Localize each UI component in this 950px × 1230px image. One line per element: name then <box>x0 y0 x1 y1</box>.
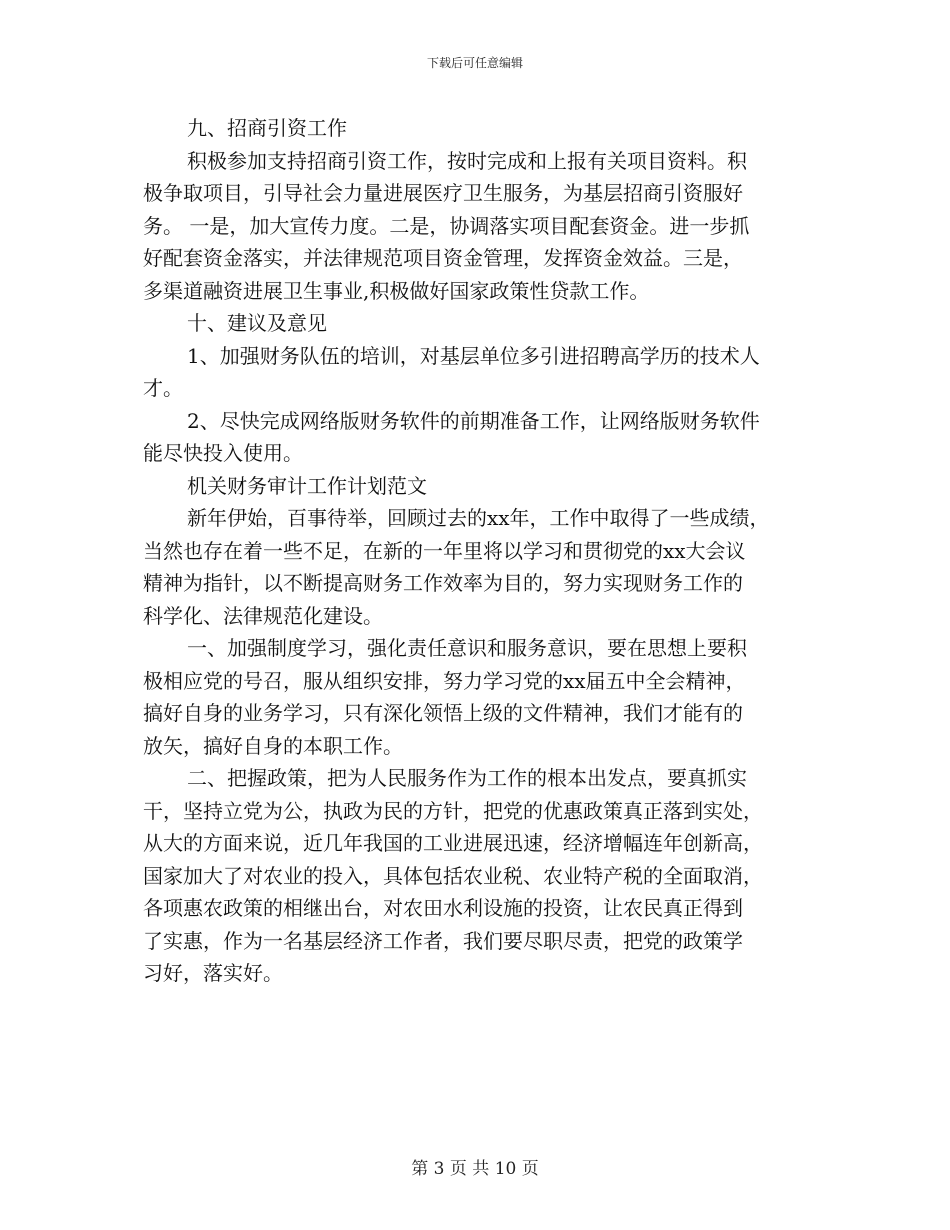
text-line: 精神为指针，以不断提高财务工作效率为目的，努力实现财务工作的 <box>143 571 743 595</box>
page-header: 下载后可任意编辑 <box>426 56 523 70</box>
text-line: 搞好自身的业务学习，只有深化领悟上级的文件精神，我们才能有的 <box>143 701 743 725</box>
text-line: 从大的方面来说，近几年我国的工业进展迅速，经济增幅连年创新高， <box>143 831 763 855</box>
page-footer: 第 3 页 共 10 页 <box>411 1159 539 1179</box>
text-line: 九、招商引资工作 <box>187 116 347 140</box>
text-line: 一、加强制度学习，强化责任意识和服务意识，要在思想上要积 <box>187 636 747 660</box>
text-line: 才。 <box>143 376 183 400</box>
text-line: 放矢，搞好自身的本职工作。 <box>143 733 403 758</box>
text-line: 国家加大了对农业的投入，具体包括农业税、农业特产税的全面取消， <box>143 863 763 888</box>
text-line: 1、加强财务队伍的培训，对基层单位多引进招聘高学历的技术人 <box>187 343 760 368</box>
text-line: 多渠道融资进展卫生事业,积极做好国家政策性贷款工作。 <box>143 278 650 303</box>
text-line: 习好，落实好。 <box>143 961 283 985</box>
text-line: 机关财务审计工作计划范文 <box>187 473 427 498</box>
text-line: 积极参加支持招商引资工作，按时完成和上报有关项目资料。积 <box>187 148 747 173</box>
text-line: 新年伊始，百事待举，回顾过去的xx年，工作中取得了一些成绩， <box>187 506 770 530</box>
text-line: 能尽快投入使用。 <box>143 441 303 465</box>
text-line: 极相应党的号召，服从组织安排，努力学习党的xx届五中全会精神， <box>143 668 746 693</box>
text-line: 科学化、法律规范化建设。 <box>143 603 383 628</box>
text-line: 干，坚持立党为公，执政为民的方针，把党的优惠政策真正落到实处， <box>143 798 763 823</box>
document-body <box>143 112 823 990</box>
text-line: 二、把握政策，把为人民服务作为工作的根本出发点，要真抓实 <box>187 766 747 790</box>
text-line: 当然也存在着一些不足，在新的一年里将以学习和贯彻党的xx大会议 <box>143 538 746 563</box>
text-line: 2、尽快完成网络版财务软件的前期准备工作，让网络版财务软件 <box>187 408 760 433</box>
text-line: 各项惠农政策的相继出台，对农田水利设施的投资，让农民真正得到 <box>143 896 743 920</box>
text-line: 了实惠，作为一名基层经济工作者，我们要尽职尽责，把党的政策学 <box>143 928 743 953</box>
text-line: 十、建议及意见 <box>187 311 327 335</box>
text-line: 好配套资金落实，并法律规范项目资金管理，发挥资金效益。三是， <box>143 246 743 270</box>
text-line: 极争取项目，引导社会力量进展医疗卫生服务，为基层招商引资服好 <box>143 181 743 205</box>
text-line: 务。 一是，加大宣传力度。二是，协调落实项目配套资金。进一步抓 <box>143 213 750 238</box>
